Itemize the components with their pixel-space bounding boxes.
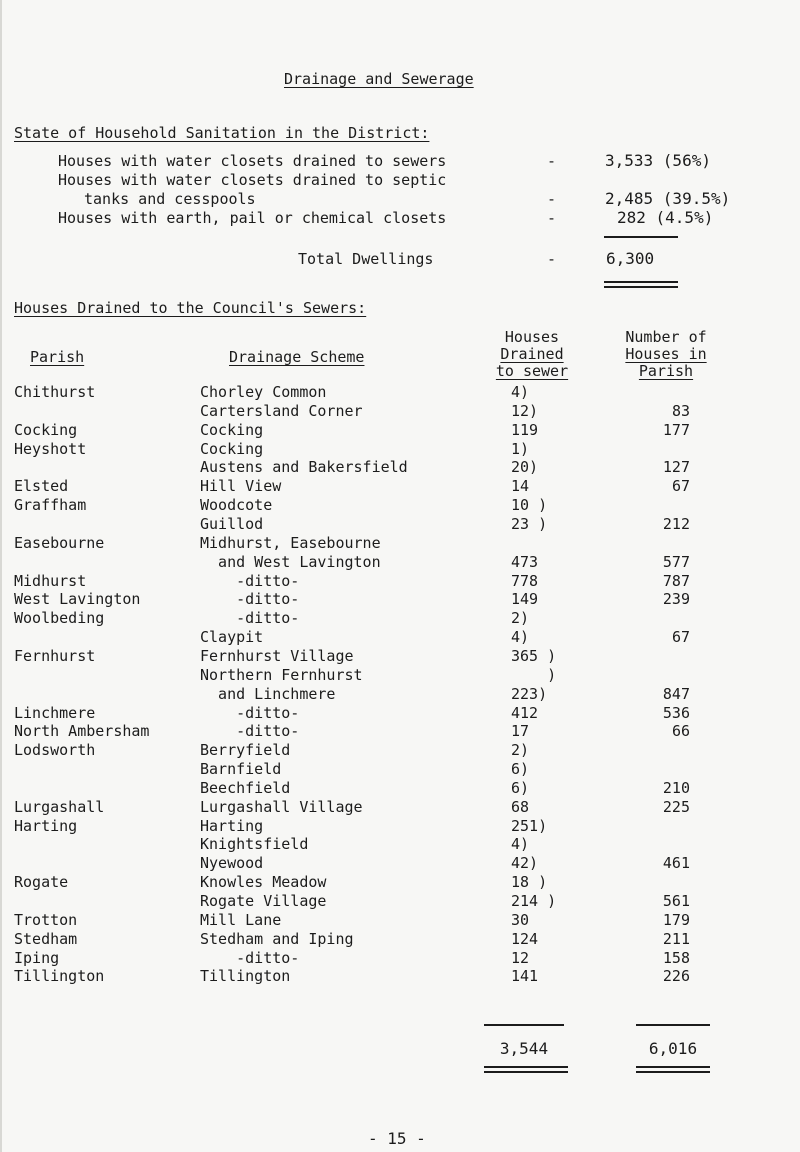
table-row xyxy=(0,609,800,627)
houses-in-parish-cell: 210 xyxy=(662,778,690,797)
houses-drained-header-line: Drained xyxy=(500,345,564,363)
drainage-scheme-cell: Claypit xyxy=(200,628,264,646)
household-line-label: Houses with water closets drained to septic xyxy=(58,171,447,189)
drainage-scheme-cell: Knightsfield xyxy=(200,835,309,854)
houses-drained-cell: 12) xyxy=(511,401,539,420)
houses-drained-cell: 30 xyxy=(511,910,530,929)
total-dwellings-dash: - xyxy=(547,250,557,268)
drained-total-double-rule xyxy=(484,1066,568,1073)
houses-drained-cell: 778 xyxy=(511,571,539,590)
drainage-scheme-cell: -ditto- xyxy=(200,722,300,741)
houses-in-parish-cell: 127 xyxy=(662,458,690,477)
houses-drained-cell: 10 ) xyxy=(511,496,548,515)
parish-cell: Fernhurst xyxy=(14,646,96,665)
table-row xyxy=(0,760,800,778)
drainage-scheme-cell: Knowles Meadow xyxy=(200,873,327,892)
drainage-scheme-cell: Harting xyxy=(200,816,264,835)
drainage-scheme-cell: Berryfield xyxy=(200,741,291,760)
drainage-scheme-cell: Northern Fernhurst xyxy=(200,665,363,684)
table-row xyxy=(0,741,800,759)
houses-drained-cell: ) xyxy=(511,665,557,684)
houses-in-parish-cell: 212 xyxy=(662,515,690,533)
column-header-houses-drained xyxy=(476,329,588,380)
number-of-houses-header-line: Parish xyxy=(638,362,694,380)
drainage-scheme-cell: Woodcote xyxy=(200,496,273,515)
houses-in-parish-cell: 225 xyxy=(662,797,690,816)
parish-cell: Stedham xyxy=(14,929,78,948)
houses-drained-cell: 20) xyxy=(511,458,539,477)
parish-cell: Easebourne xyxy=(14,533,105,552)
houses-drained-cell: 365 ) xyxy=(511,646,557,665)
drainage-scheme-cell: Cocking xyxy=(200,439,264,458)
houses-drained-cell: 4) xyxy=(511,835,530,854)
household-line-value: 282 (4.5%) xyxy=(617,208,714,227)
houses-drained-cell: 6) xyxy=(511,778,530,797)
drainage-scheme-cell: Austens and Bakersfield xyxy=(200,458,408,477)
table-row xyxy=(0,873,800,891)
houses-in-parish-cell: 83 xyxy=(671,401,690,420)
parish-cell: Graffham xyxy=(14,496,87,515)
table-row xyxy=(0,496,800,514)
table-row xyxy=(0,590,800,608)
table-row xyxy=(0,458,800,476)
houses-drained-cell: 18 ) xyxy=(511,873,548,892)
column-header-parish: Parish xyxy=(30,348,85,366)
table-row xyxy=(0,666,800,684)
houses-drained-cell: 68 xyxy=(511,797,530,816)
parish-cell: Lodsworth xyxy=(14,741,96,760)
table-row xyxy=(0,892,800,910)
drainage-scheme-cell: Tillington xyxy=(200,967,291,986)
household-line-dash: - xyxy=(547,209,557,227)
houses-drained-cell: 1) xyxy=(511,439,530,458)
household-heading: State of Household Sanitation in the District: xyxy=(14,124,430,142)
houses-drained-cell: 473 xyxy=(511,552,539,571)
parish-cell: Heyshott xyxy=(14,439,87,458)
table-row xyxy=(0,421,800,439)
table-row xyxy=(0,817,800,835)
houses-in-parish-cell: 239 xyxy=(662,590,690,609)
parish-cell: Cocking xyxy=(14,420,78,439)
drainage-scheme-cell: -ditto- xyxy=(200,609,300,628)
household-subtotal-rule xyxy=(604,236,678,238)
table-row xyxy=(0,572,800,590)
household-line-value: 2,485 (39.5%) xyxy=(605,189,731,208)
table-row xyxy=(0,779,800,797)
houses-in-parish-cell: 67 xyxy=(671,477,690,496)
houses-drained-header-line: Houses xyxy=(504,328,560,346)
parish-cell: Rogate xyxy=(14,873,69,892)
houses-drained-cell: 14 xyxy=(511,477,530,496)
drainage-scheme-cell: Cocking xyxy=(200,420,264,439)
houses-drained-cell: 124 xyxy=(511,929,539,948)
table-row xyxy=(0,628,800,646)
houses-in-parish-cell: 536 xyxy=(662,703,690,722)
household-line-dash: - xyxy=(547,190,557,208)
houses-in-parish-cell: 211 xyxy=(662,929,690,948)
drained-total-value: 3,544 xyxy=(499,1039,549,1058)
table-row xyxy=(0,722,800,740)
drainage-scheme-cell: Fernhurst Village xyxy=(200,646,354,665)
drainage-scheme-cell: Nyewood xyxy=(200,854,264,873)
column-header-drainage-scheme: Drainage Scheme xyxy=(229,348,365,366)
number-of-houses-header-line: Houses in xyxy=(625,345,707,363)
table-row xyxy=(0,515,800,533)
parish-cell: Harting xyxy=(14,816,78,835)
table-row xyxy=(0,477,800,495)
column-header-number-of-houses xyxy=(608,329,724,380)
parish-cell: North Ambersham xyxy=(14,722,150,741)
household-line-label: tanks and cesspools xyxy=(84,190,256,208)
houses-in-parish-cell: 177 xyxy=(662,420,690,439)
houses-in-parish-cell: 66 xyxy=(671,722,690,741)
houses-in-parish-cell: 461 xyxy=(662,854,690,873)
number-total-value: 6,016 xyxy=(648,1039,698,1058)
drainage-scheme-cell: and Linchmere xyxy=(200,684,336,703)
number-total-rule xyxy=(636,1024,710,1026)
parish-cell: Trotton xyxy=(14,910,78,929)
drainage-scheme-cell: Hill View xyxy=(200,477,282,496)
table-row xyxy=(0,440,800,458)
table-row xyxy=(0,835,800,853)
houses-in-parish-cell: 226 xyxy=(662,967,690,986)
houses-in-parish-cell: 577 xyxy=(662,552,690,571)
drainage-scheme-cell: Chorley Common xyxy=(200,383,327,401)
drainage-scheme-cell: Lurgashall Village xyxy=(200,797,363,816)
table-row xyxy=(0,383,800,401)
household-line-label: Houses with water closets drained to sewers xyxy=(58,152,447,170)
table-row xyxy=(0,949,800,967)
table-row xyxy=(0,534,800,552)
household-line-dash: - xyxy=(547,152,557,170)
drainage-scheme-cell: Rogate Village xyxy=(200,892,327,910)
houses-drained-cell: 42) xyxy=(511,854,539,873)
parish-cell: Linchmere xyxy=(14,703,96,722)
houses-drained-cell: 2) xyxy=(511,741,530,760)
total-dwellings-label: Total Dwellings xyxy=(298,250,434,268)
parish-cell: Elsted xyxy=(14,477,69,496)
houses-drained-cell: 2) xyxy=(511,609,530,628)
houses-drained-cell: 251) xyxy=(511,816,548,835)
household-line-value: 3,533 (56%) xyxy=(605,151,711,170)
houses-drained-cell: 4) xyxy=(511,383,530,401)
table-row xyxy=(0,911,800,929)
parish-cell: Midhurst xyxy=(14,571,87,590)
number-of-houses-header-line: Number of xyxy=(625,328,707,346)
table-row xyxy=(0,685,800,703)
drainage-scheme-cell: and West Lavington xyxy=(200,552,381,571)
table-row xyxy=(0,647,800,665)
drainage-scheme-cell: Cartersland Corner xyxy=(200,401,363,420)
houses-drained-cell: 17 xyxy=(511,722,530,741)
houses-drained-cell: 23 ) xyxy=(511,515,548,533)
table-row xyxy=(0,854,800,872)
drained-total-rule xyxy=(484,1024,564,1026)
parish-cell: Chithurst xyxy=(14,383,96,401)
sewers-heading: Houses Drained to the Council's Sewers: xyxy=(14,299,367,317)
parish-cell: Tillington xyxy=(14,967,105,986)
table-row xyxy=(0,704,800,722)
drainage-scheme-cell: Beechfield xyxy=(200,778,291,797)
drainage-scheme-cell: Stedham and Iping xyxy=(200,929,354,948)
total-dwellings-double-rule xyxy=(604,281,678,288)
drainage-scheme-cell: Mill Lane xyxy=(200,910,282,929)
parish-cell: West Lavington xyxy=(14,590,141,609)
drainage-scheme-cell: -ditto- xyxy=(200,590,300,609)
houses-drained-cell: 214 ) xyxy=(511,892,557,910)
houses-drained-cell: 223) xyxy=(511,684,548,703)
drainage-scheme-cell: -ditto- xyxy=(200,571,300,590)
drainage-scheme-cell: Midhurst, Easebourne xyxy=(200,533,381,552)
table-row xyxy=(0,967,800,985)
number-total-double-rule xyxy=(636,1066,710,1073)
houses-drained-cell: 141 xyxy=(511,967,539,986)
houses-drained-cell: 12 xyxy=(511,948,530,967)
houses-in-parish-cell: 847 xyxy=(662,684,690,703)
houses-in-parish-cell: 787 xyxy=(662,571,690,590)
houses-in-parish-cell: 158 xyxy=(662,948,690,967)
table-row xyxy=(0,930,800,948)
houses-drained-cell: 4) xyxy=(511,628,530,646)
table-row xyxy=(0,798,800,816)
drainage-scheme-cell: Guillod xyxy=(200,515,264,533)
houses-in-parish-cell: 67 xyxy=(671,628,690,646)
parish-cell: Iping xyxy=(14,948,60,967)
houses-in-parish-cell: 179 xyxy=(662,910,690,929)
houses-drained-cell: 119 xyxy=(511,420,539,439)
table-row xyxy=(0,553,800,571)
household-line-label: Houses with earth, pail or chemical closets xyxy=(58,209,447,227)
page-number: - 15 - xyxy=(368,1129,426,1148)
parish-cell: Lurgashall xyxy=(14,797,105,816)
drainage-scheme-cell: Barnfield xyxy=(200,760,282,778)
drainage-scheme-cell: -ditto- xyxy=(200,703,300,722)
houses-drained-cell: 149 xyxy=(511,590,539,609)
houses-drained-cell: 6) xyxy=(511,760,530,778)
houses-drained-header-line: to sewer xyxy=(495,362,569,380)
houses-in-parish-cell: 561 xyxy=(662,892,690,910)
total-dwellings-value: 6,300 xyxy=(606,249,655,268)
drainage-scheme-cell: -ditto- xyxy=(200,948,300,967)
table-row xyxy=(0,402,800,420)
page-title: Drainage and Sewerage xyxy=(284,70,474,88)
houses-drained-cell: 412 xyxy=(511,703,539,722)
parish-cell: Woolbeding xyxy=(14,609,105,628)
